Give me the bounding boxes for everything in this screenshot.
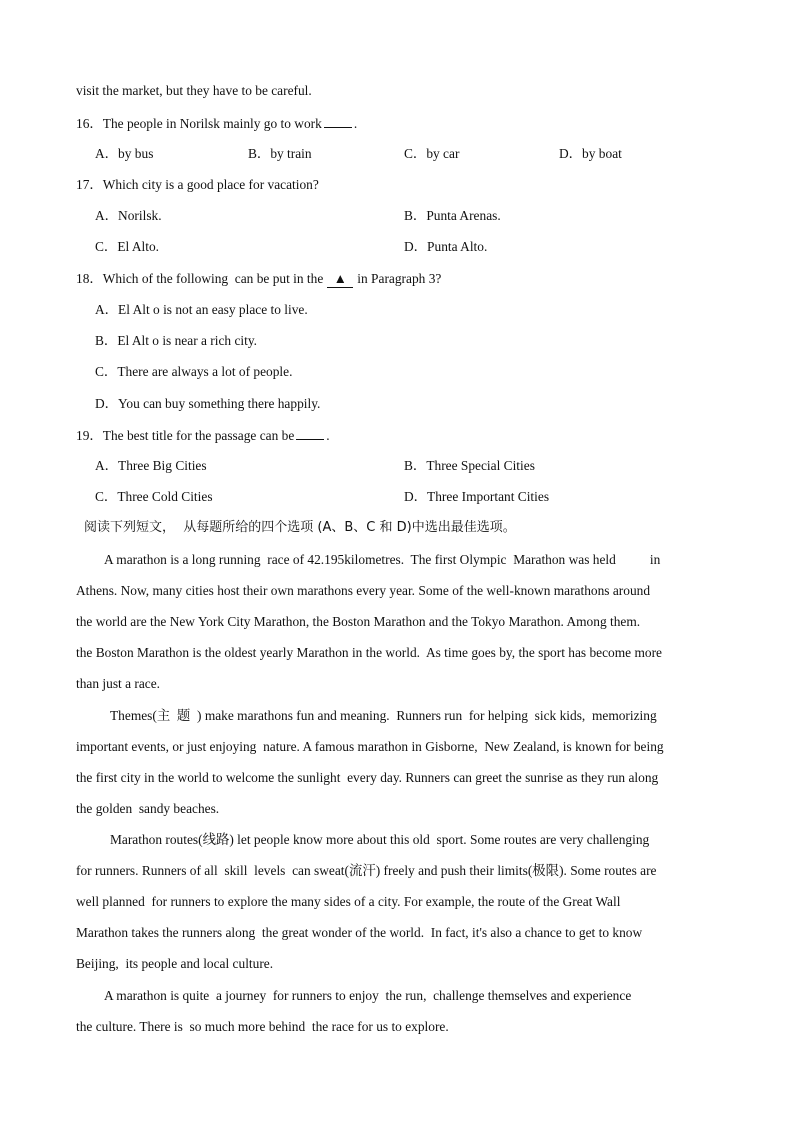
passage-text: in	[649, 552, 661, 567]
passage-line: important events, or just enjoying nature. A famous marathon in Gisborne, New Zealand, is known for being	[76, 739, 664, 755]
option-b: B．El Alt o is near a rich city.	[95, 333, 258, 348]
question-stem-text: .	[353, 116, 358, 131]
passage-line: the world are the New York City Marathon, the Boston Marathon and the Tokyo Marathon. Among them.	[76, 614, 641, 630]
passage-line: Beijing, its people and local culture.	[76, 956, 274, 972]
passage-paragraph-4	[76, 980, 716, 1042]
passage-line: the Boston Marathon is the oldest yearly Marathon in the world. As time goes by, the sport has become more	[76, 645, 662, 661]
option-d: D．You can buy something there happily.	[95, 396, 321, 411]
option-d: D．by boat	[559, 146, 622, 161]
answer-blank	[296, 427, 324, 440]
passage-line: for runners. Runners of all skill levels can sweat(流汗) freely and push their limits(极限). Some routes are	[76, 863, 657, 879]
question-16-stem	[76, 115, 357, 132]
passage-paragraph-1	[76, 544, 716, 699]
passage-line: the golden sandy beaches.	[76, 801, 220, 817]
question-19-stem	[76, 427, 330, 444]
question-stem-text: 18．Which of the following can be put in the	[76, 271, 324, 286]
option-c: C．El Alto.	[95, 239, 159, 254]
option-a: A．Three Big Cities	[95, 458, 207, 473]
option-b: B．Three Special Cities	[404, 458, 535, 473]
passage-line	[76, 544, 716, 575]
question-stem-text: 19．The best title for the passage can be	[76, 428, 295, 443]
passage-line: A marathon is quite a journey for runners to enjoy the run, challenge themselves and experience	[104, 988, 632, 1003]
question-stem-text: 16．The people in Norilsk mainly go to work	[76, 116, 322, 131]
passage-line: the first city in the world to welcome the sunlight every day. Runners can greet the sunrise as they run along	[76, 770, 659, 786]
option-b: B．by train	[248, 146, 312, 161]
passage-line: Marathon routes(线路) let people know more about this old sport. Some routes are very challenging	[110, 832, 650, 847]
passage-text: A marathon is a long running race of 42.195kilometres. The first Olympic Marathon was held	[104, 552, 616, 567]
passage-line: well planned for runners to explore the many sides of a city. For example, the route of the Great Wall	[76, 894, 621, 910]
section-instruction: 阅读下列短文， 从每题所给的四个选项 (A、B、C 和 D)中选出最佳选项。	[84, 520, 516, 535]
option-a: A．El Alt o is not an easy place to live.	[95, 302, 308, 317]
question-stem-text: .	[326, 428, 330, 443]
question-18-stem	[76, 271, 441, 288]
question-stem-text: in Paragraph 3?	[357, 271, 442, 286]
option-a: A．Norilsk.	[95, 208, 162, 223]
passage-line: the culture. There is so much more behind the race for us to explore.	[76, 1019, 449, 1035]
option-c: C．Three Cold Cities	[95, 489, 213, 504]
option-d: D．Punta Alto.	[404, 239, 488, 254]
option-a: A．by bus	[95, 146, 154, 161]
option-c: C．There are always a lot of people.	[95, 364, 293, 379]
passage-paragraph-3	[76, 824, 716, 979]
text-line: visit the market, but they have to be careful.	[76, 83, 312, 98]
passage-paragraph-2	[76, 700, 716, 824]
passage-line: Themes(主 题 ) make marathons fun and meaning. Runners run for helping sick kids, memorizing	[110, 708, 657, 723]
option-d: D．Three Important Cities	[404, 489, 550, 504]
passage-line: Athens. Now, many cities host their own marathons every year. Some of the well-known marathons around	[76, 583, 651, 599]
passage-line: Marathon takes the runners along the great wonder of the world. In fact, it's also a chance to get to know	[76, 925, 643, 941]
triangle-blank: ▲	[327, 271, 353, 288]
answer-blank	[324, 115, 352, 128]
option-c: C．by car	[404, 146, 460, 161]
question-17-stem: 17．Which city is a good place for vacation?	[76, 177, 319, 192]
passage-line: than just a race.	[76, 676, 161, 692]
option-b: B．Punta Arenas.	[404, 208, 501, 223]
